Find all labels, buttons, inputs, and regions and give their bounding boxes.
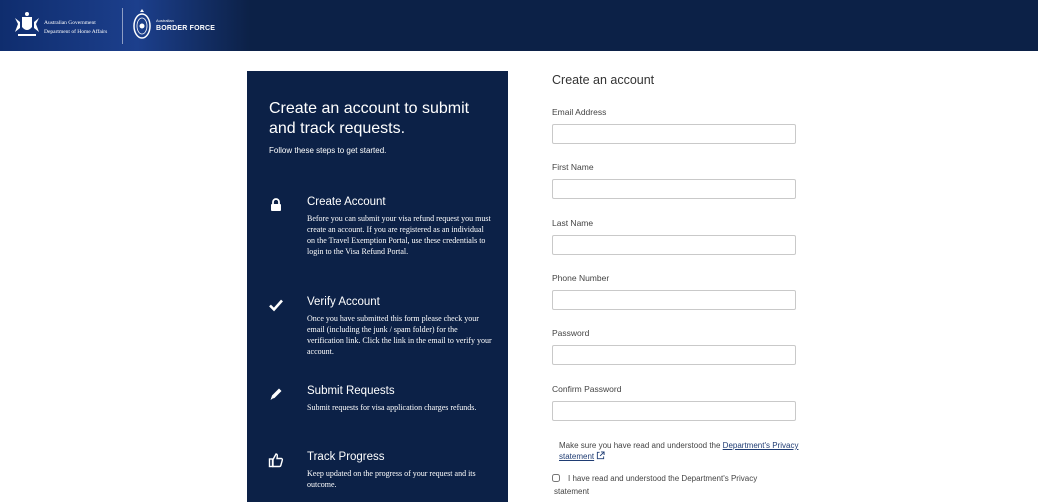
confirm-password-label: Confirm Password bbox=[552, 384, 622, 394]
phone-field[interactable] bbox=[552, 290, 796, 310]
step-description: Submit requests for visa application charges refunds. bbox=[307, 403, 477, 412]
gov-line-2: Department of Home Affairs bbox=[44, 29, 108, 35]
privacy-consent-label[interactable]: I have read and understood the Department's Privacy statement bbox=[554, 474, 758, 496]
step-title: Create Account bbox=[307, 196, 386, 208]
email-label: Email Address bbox=[552, 107, 607, 117]
external-link-icon bbox=[596, 451, 605, 460]
gov-line-1: Australian Government bbox=[44, 20, 96, 26]
abf-small-label: Australian bbox=[156, 18, 174, 23]
form-title: Create an account bbox=[552, 73, 655, 87]
first-name-field[interactable] bbox=[552, 179, 796, 199]
privacy-link-text: Department's Privacy statement bbox=[559, 441, 799, 461]
email-field[interactable] bbox=[552, 124, 796, 144]
border-force-wordmark: BORDER FORCE bbox=[156, 25, 216, 32]
thumbs-up-icon bbox=[268, 452, 284, 468]
password-field[interactable] bbox=[552, 345, 796, 365]
step-title: Track Progress bbox=[307, 451, 385, 463]
lock-icon bbox=[268, 197, 284, 213]
password-label: Password bbox=[552, 328, 590, 338]
privacy-notice-text: Make sure you have read and understood the bbox=[559, 441, 723, 450]
privacy-notice bbox=[559, 440, 799, 462]
header-divider bbox=[122, 8, 123, 44]
first-name-label: First Name bbox=[552, 162, 594, 172]
confirm-password-field[interactable] bbox=[552, 401, 796, 421]
panel-title: Create an account to submit and track requests. bbox=[269, 100, 470, 137]
step-title: Verify Account bbox=[307, 296, 380, 308]
panel-subtitle: Follow these steps to get started. bbox=[269, 146, 387, 155]
pencil-icon bbox=[268, 386, 284, 402]
step-title: Submit Requests bbox=[307, 385, 395, 397]
step-description: Keep updated on the progress of your request and its outcome. bbox=[307, 469, 476, 489]
last-name-field[interactable] bbox=[552, 235, 796, 255]
coat-of-arms-icon bbox=[12, 10, 42, 40]
government-wordmark bbox=[44, 19, 107, 37]
info-panel bbox=[247, 71, 508, 502]
site-header bbox=[0, 0, 1038, 51]
last-name-label: Last Name bbox=[552, 218, 594, 228]
step-description: Once you have submitted this form please check your email (including the junk / spam folder) for the verification link. Click the link in the email to verify your account. bbox=[307, 314, 492, 356]
checkmark-icon bbox=[268, 297, 284, 313]
step-description: Before you can submit your visa refund request you must create an account. If you are registered as an individual on the Travel Exemption Portal, use these credentials to login to the Visa Refund Portal. bbox=[307, 214, 491, 256]
border-force-badge-icon bbox=[132, 8, 152, 42]
phone-label: Phone Number bbox=[552, 273, 610, 283]
